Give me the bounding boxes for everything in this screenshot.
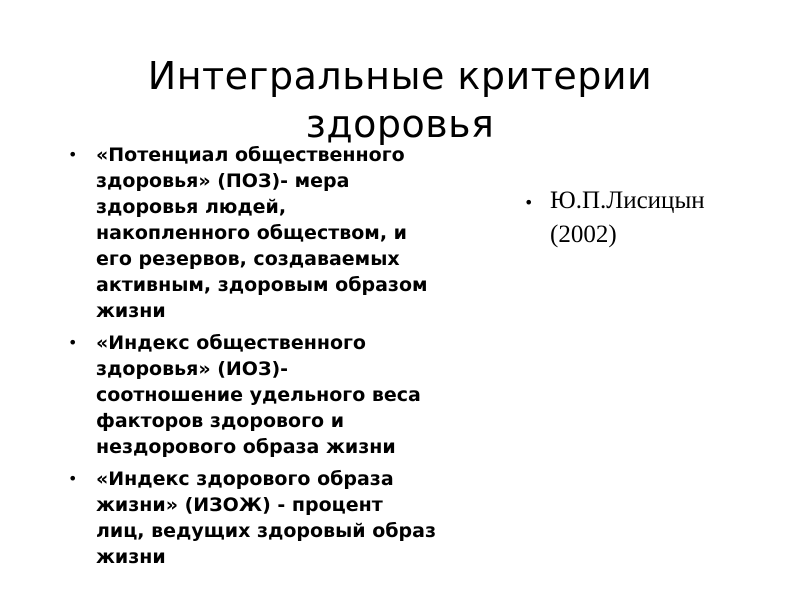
- criteria-line: нездорового образа жизни: [96, 436, 396, 458]
- criteria-line: лиц, ведущих здоровый образ: [96, 520, 436, 542]
- slide-title: [0, 52, 800, 148]
- criteria-item-izozh: [64, 466, 524, 570]
- criteria-line: его резервов, создаваемых: [96, 248, 400, 270]
- criteria-line: накопленного обществом, и: [96, 222, 407, 244]
- criteria-line: факторов здорового и: [96, 410, 345, 432]
- bullet-icon: •: [68, 145, 78, 164]
- criteria-line: здоровья» (ПОЗ)- мера: [96, 170, 350, 192]
- criteria-list: [64, 142, 524, 570]
- criteria-line: «Индекс здорового образа: [96, 468, 394, 490]
- criteria-item-text: [96, 330, 524, 460]
- criteria-line: «Индекс общественного: [96, 332, 366, 354]
- bullet-icon: •: [68, 333, 78, 352]
- criteria-line: «Потенциал общественного: [96, 144, 405, 166]
- criteria-item-poz: [64, 142, 524, 324]
- criteria-item-text: [96, 466, 524, 570]
- criteria-line: жизни: [96, 300, 166, 322]
- criteria-item-text: [96, 142, 524, 324]
- criteria-line: активным, здоровым образом: [96, 274, 428, 296]
- author-year: (2002): [550, 221, 617, 248]
- slide-title-line-2: здоровья: [305, 102, 495, 146]
- criteria-line: здоровья людей,: [96, 196, 287, 218]
- author-citation: [522, 184, 782, 252]
- criteria-column: [64, 142, 524, 576]
- bullet-icon: •: [524, 193, 534, 212]
- author-name: Ю.П.Лисицын: [550, 187, 705, 214]
- criteria-line: соотношение удельного веса: [96, 384, 421, 406]
- criteria-item-ioz: [64, 330, 524, 460]
- criteria-line: здоровья» (ИОЗ)-: [96, 358, 289, 380]
- criteria-line: жизни: [96, 546, 166, 568]
- bullet-icon: •: [68, 469, 78, 488]
- criteria-line: жизни» (ИЗОЖ) - процент: [96, 494, 383, 516]
- author-column: [522, 184, 782, 252]
- slide-title-line-1: Интегральные критерии: [147, 54, 653, 98]
